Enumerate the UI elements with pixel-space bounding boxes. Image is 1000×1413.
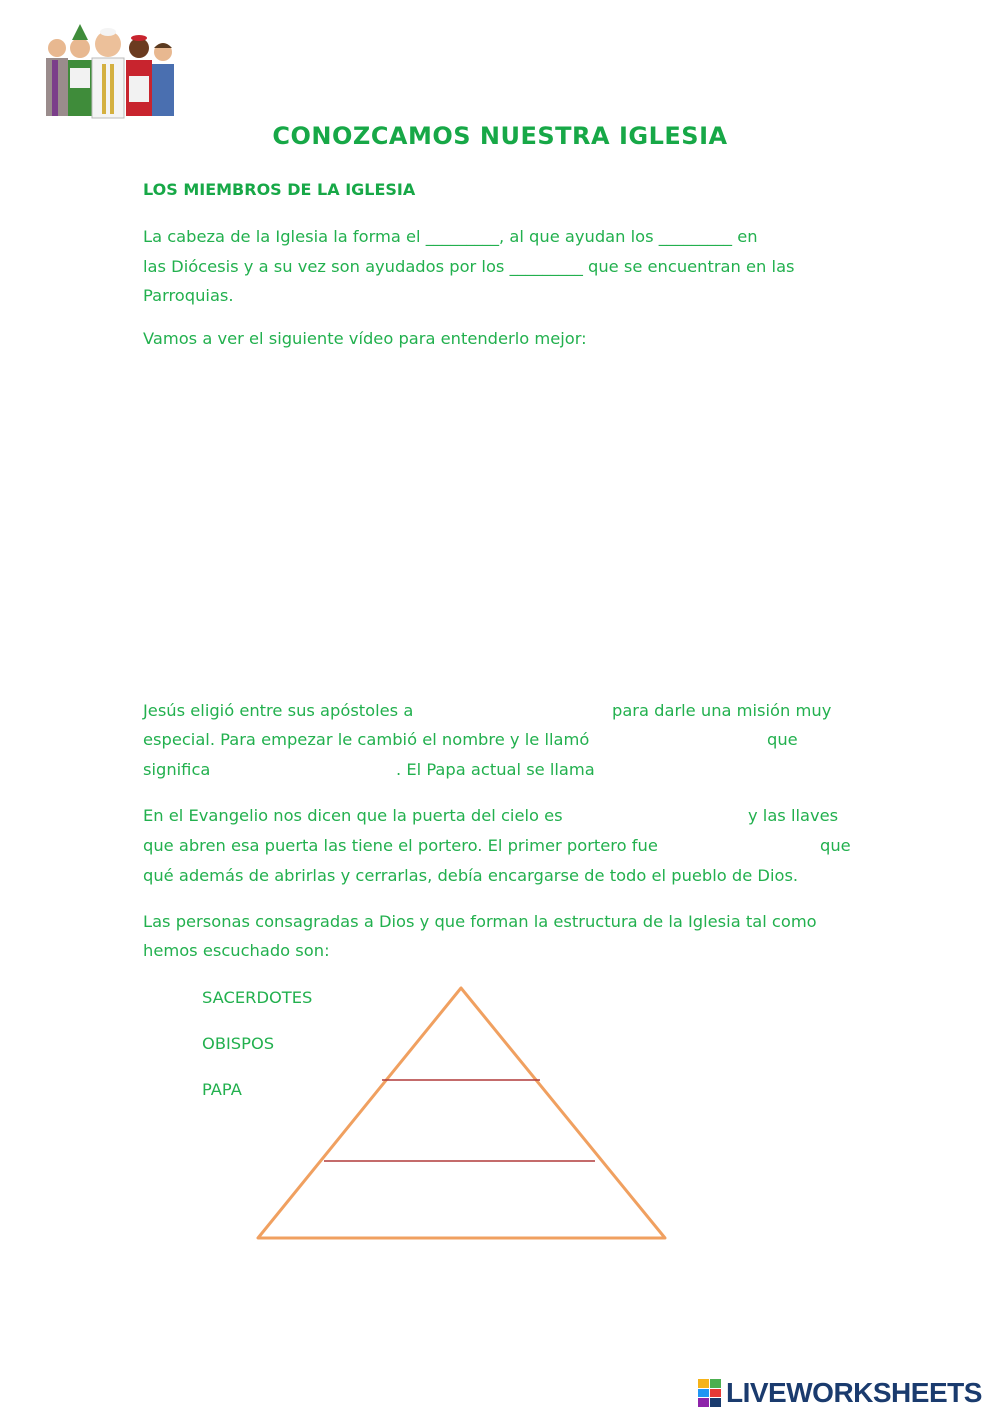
answer-field-first-doorkeeper[interactable]: [694, 833, 814, 859]
answer-field-apostle[interactable]: [432, 698, 608, 724]
blank-field-1[interactable]: _________: [425, 227, 500, 246]
peter-line-1b: para darle una misión muy: [612, 701, 832, 720]
gospel-line-3: qué además de abrirlas y cerrarlas, debía encargarse de todo el pueblo de Dios.: [143, 866, 799, 885]
gospel-line-1a: En el Evangelio nos dicen que la puerta del cielo es: [143, 806, 563, 825]
text-segment: las Diócesis y a su vez son ayudados por los: [143, 256, 510, 276]
paragraph-church-head: [143, 222, 855, 311]
blank-field-3[interactable]: _________: [509, 256, 583, 276]
paragraph-line: [143, 252, 855, 282]
answer-field-heaven-door[interactable]: [578, 803, 742, 829]
peter-line-2b: que: [767, 730, 798, 749]
paragraph-line: Parroquias.: [143, 286, 234, 305]
pyramid-slot-top: [410, 1010, 510, 1076]
answer-field-current-pope[interactable]: [604, 757, 824, 783]
liveworksheets-logo-icon: [698, 1379, 722, 1407]
page-title: CONOZCAMOS NUESTRA IGLESIA: [272, 122, 728, 150]
gospel-line-2b: que: [820, 836, 851, 855]
peter-line-3a: significa: [143, 760, 211, 779]
pyramid-slot-middle: [360, 1086, 560, 1156]
answer-field-new-name[interactable]: [600, 727, 760, 753]
liveworksheets-logo[interactable]: [698, 1376, 982, 1410]
text-segment: La cabeza de la Iglesia la forma el: [143, 227, 426, 246]
gospel-line-2a: que abren esa puerta las tiene el portero. El primer portero fue: [143, 836, 658, 855]
hierarchy-pyramid: [250, 980, 680, 1250]
peter-line-2a: especial. Para empezar le cambió el nombre y le llamó: [143, 730, 590, 749]
logo-text: LIVEWORKSHEETS: [726, 1377, 982, 1408]
paragraph-line: [143, 222, 855, 252]
blank-field-2[interactable]: _________: [658, 227, 733, 246]
church-members-illustration-icon: [40, 18, 180, 122]
option-papa[interactable]: PAPA: [202, 1080, 242, 1099]
text-segment: , al que ayudan los: [499, 227, 659, 246]
consecrated-line-1: Las personas consagradas a Dios y que forman la estructura de la Iglesia tal como: [143, 912, 817, 931]
answer-field-meaning[interactable]: [220, 757, 390, 783]
text-segment: en: [732, 227, 758, 246]
peter-line-1a: Jesús eligió entre sus apóstoles a: [143, 701, 414, 720]
peter-line-3b: . El Papa actual se llama: [396, 760, 595, 779]
text-segment: que se encuentran en las: [582, 256, 795, 276]
video-intro: Vamos a ver el siguiente vídeo para entenderlo mejor:: [143, 329, 587, 348]
gospel-line-1b: y las llaves: [748, 806, 839, 825]
video-area[interactable]: [143, 370, 855, 690]
pyramid-slot-bottom: [310, 1168, 610, 1234]
consecrated-line-2: hemos escuchado son:: [143, 941, 330, 960]
option-sacerdotes[interactable]: SACERDOTES: [202, 988, 313, 1007]
section-subtitle: LOS MIEMBROS DE LA IGLESIA: [143, 180, 416, 199]
option-obispos[interactable]: OBISPOS: [202, 1034, 275, 1053]
